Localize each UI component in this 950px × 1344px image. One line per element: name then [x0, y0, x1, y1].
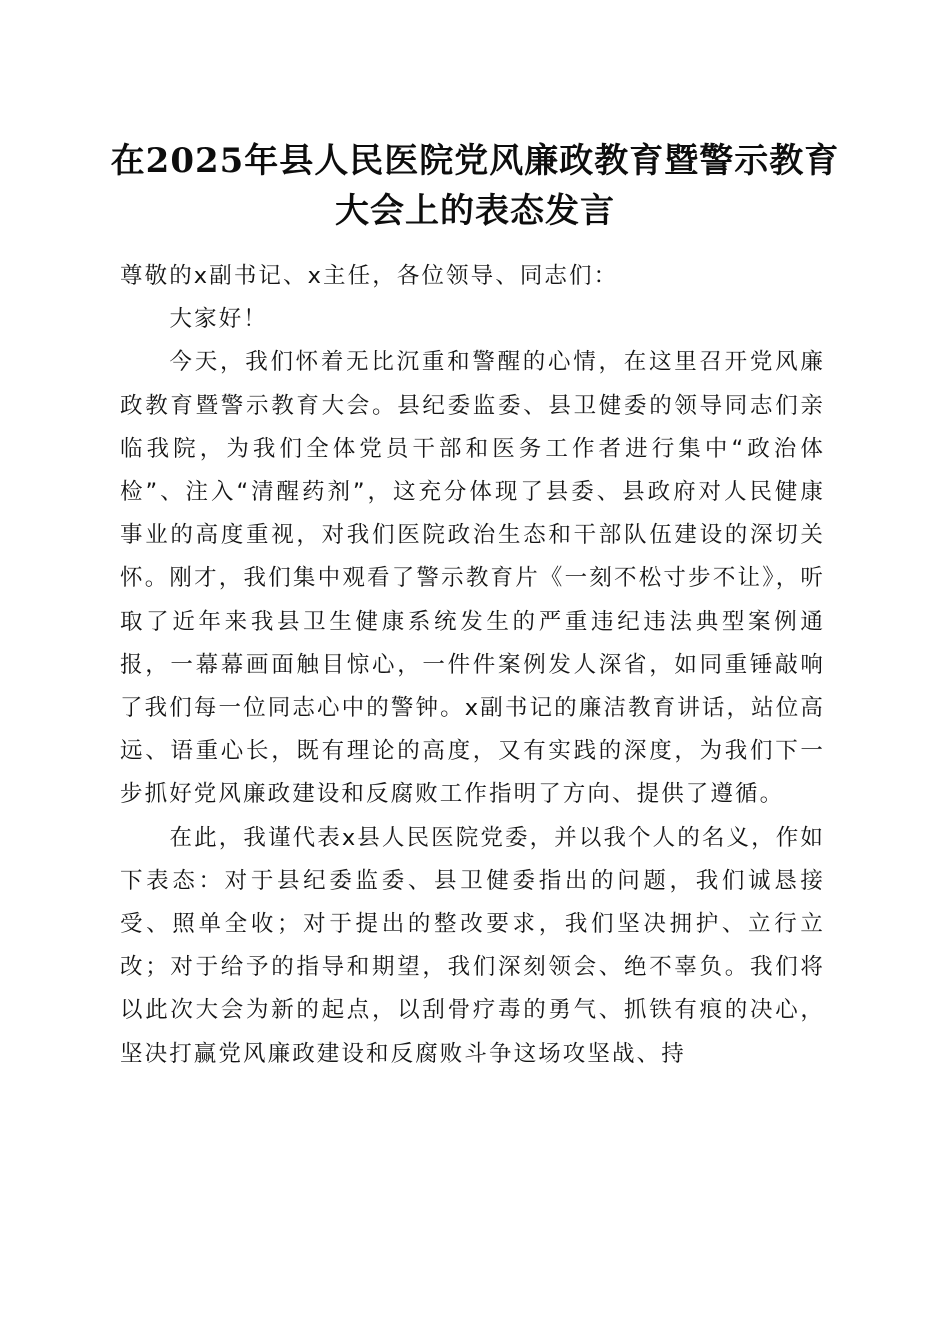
salutation: 尊敬的x副书记、x主任，各位领导、同志们：: [120, 263, 619, 289]
paragraph: 今天，我们怀着无比沉重和警醒的心情，在这里召开党风廉政教育暨警示教育大会。县纪委监委、县卫健委的领导同志们亲临我院，为我们全体党员干部和医务工作者进行集中“政治体检”、注入“清醒药剂”，这充分体现了县委、县政府对人民健康事业的高度重视，对我们医院政治生态和干部队伍建设的深切关怀。刚才，我们集中观看了警示教育片《一刻不松寸步不让》，听取了近年来我县卫生健康系统发生的严重违纪违法典型案例通报，一幕幕画面触目惊心，一件件案例发人深省，如同重锤敲响了我们每一位同志心中的警钟。x副书记的廉洁教育讲话，站位高远、语重心长，既有理论的高度，又有实践的深度，为我们下一步抓好党风廉政建设和反腐败工作指明了方向、提供了遵循。: [120, 349, 825, 808]
paragraph: 在此，我谨代表x县人民医院党委，并以我个人的名义，作如下表态：对于县纪委监委、县卫健委指出的问题，我们诚恳接受、照单全收；对于提出的整改要求，我们坚决拥护、立行立改；对于给予的指导和期望，我们深刻领会、绝不辜负。我们将以此次大会为新的起点，以刮骨疗毒的勇气、抓铁有痕的决心，坚决打赢党风廉政建设和反腐败斗争这场攻坚战、持: [120, 824, 825, 1067]
document-title: 在2025年县人民医院党风廉政教育暨警示教育大会上的表态发言: [110, 141, 840, 231]
greeting: 大家好！: [169, 306, 268, 333]
document-body: [120, 255, 825, 1076]
